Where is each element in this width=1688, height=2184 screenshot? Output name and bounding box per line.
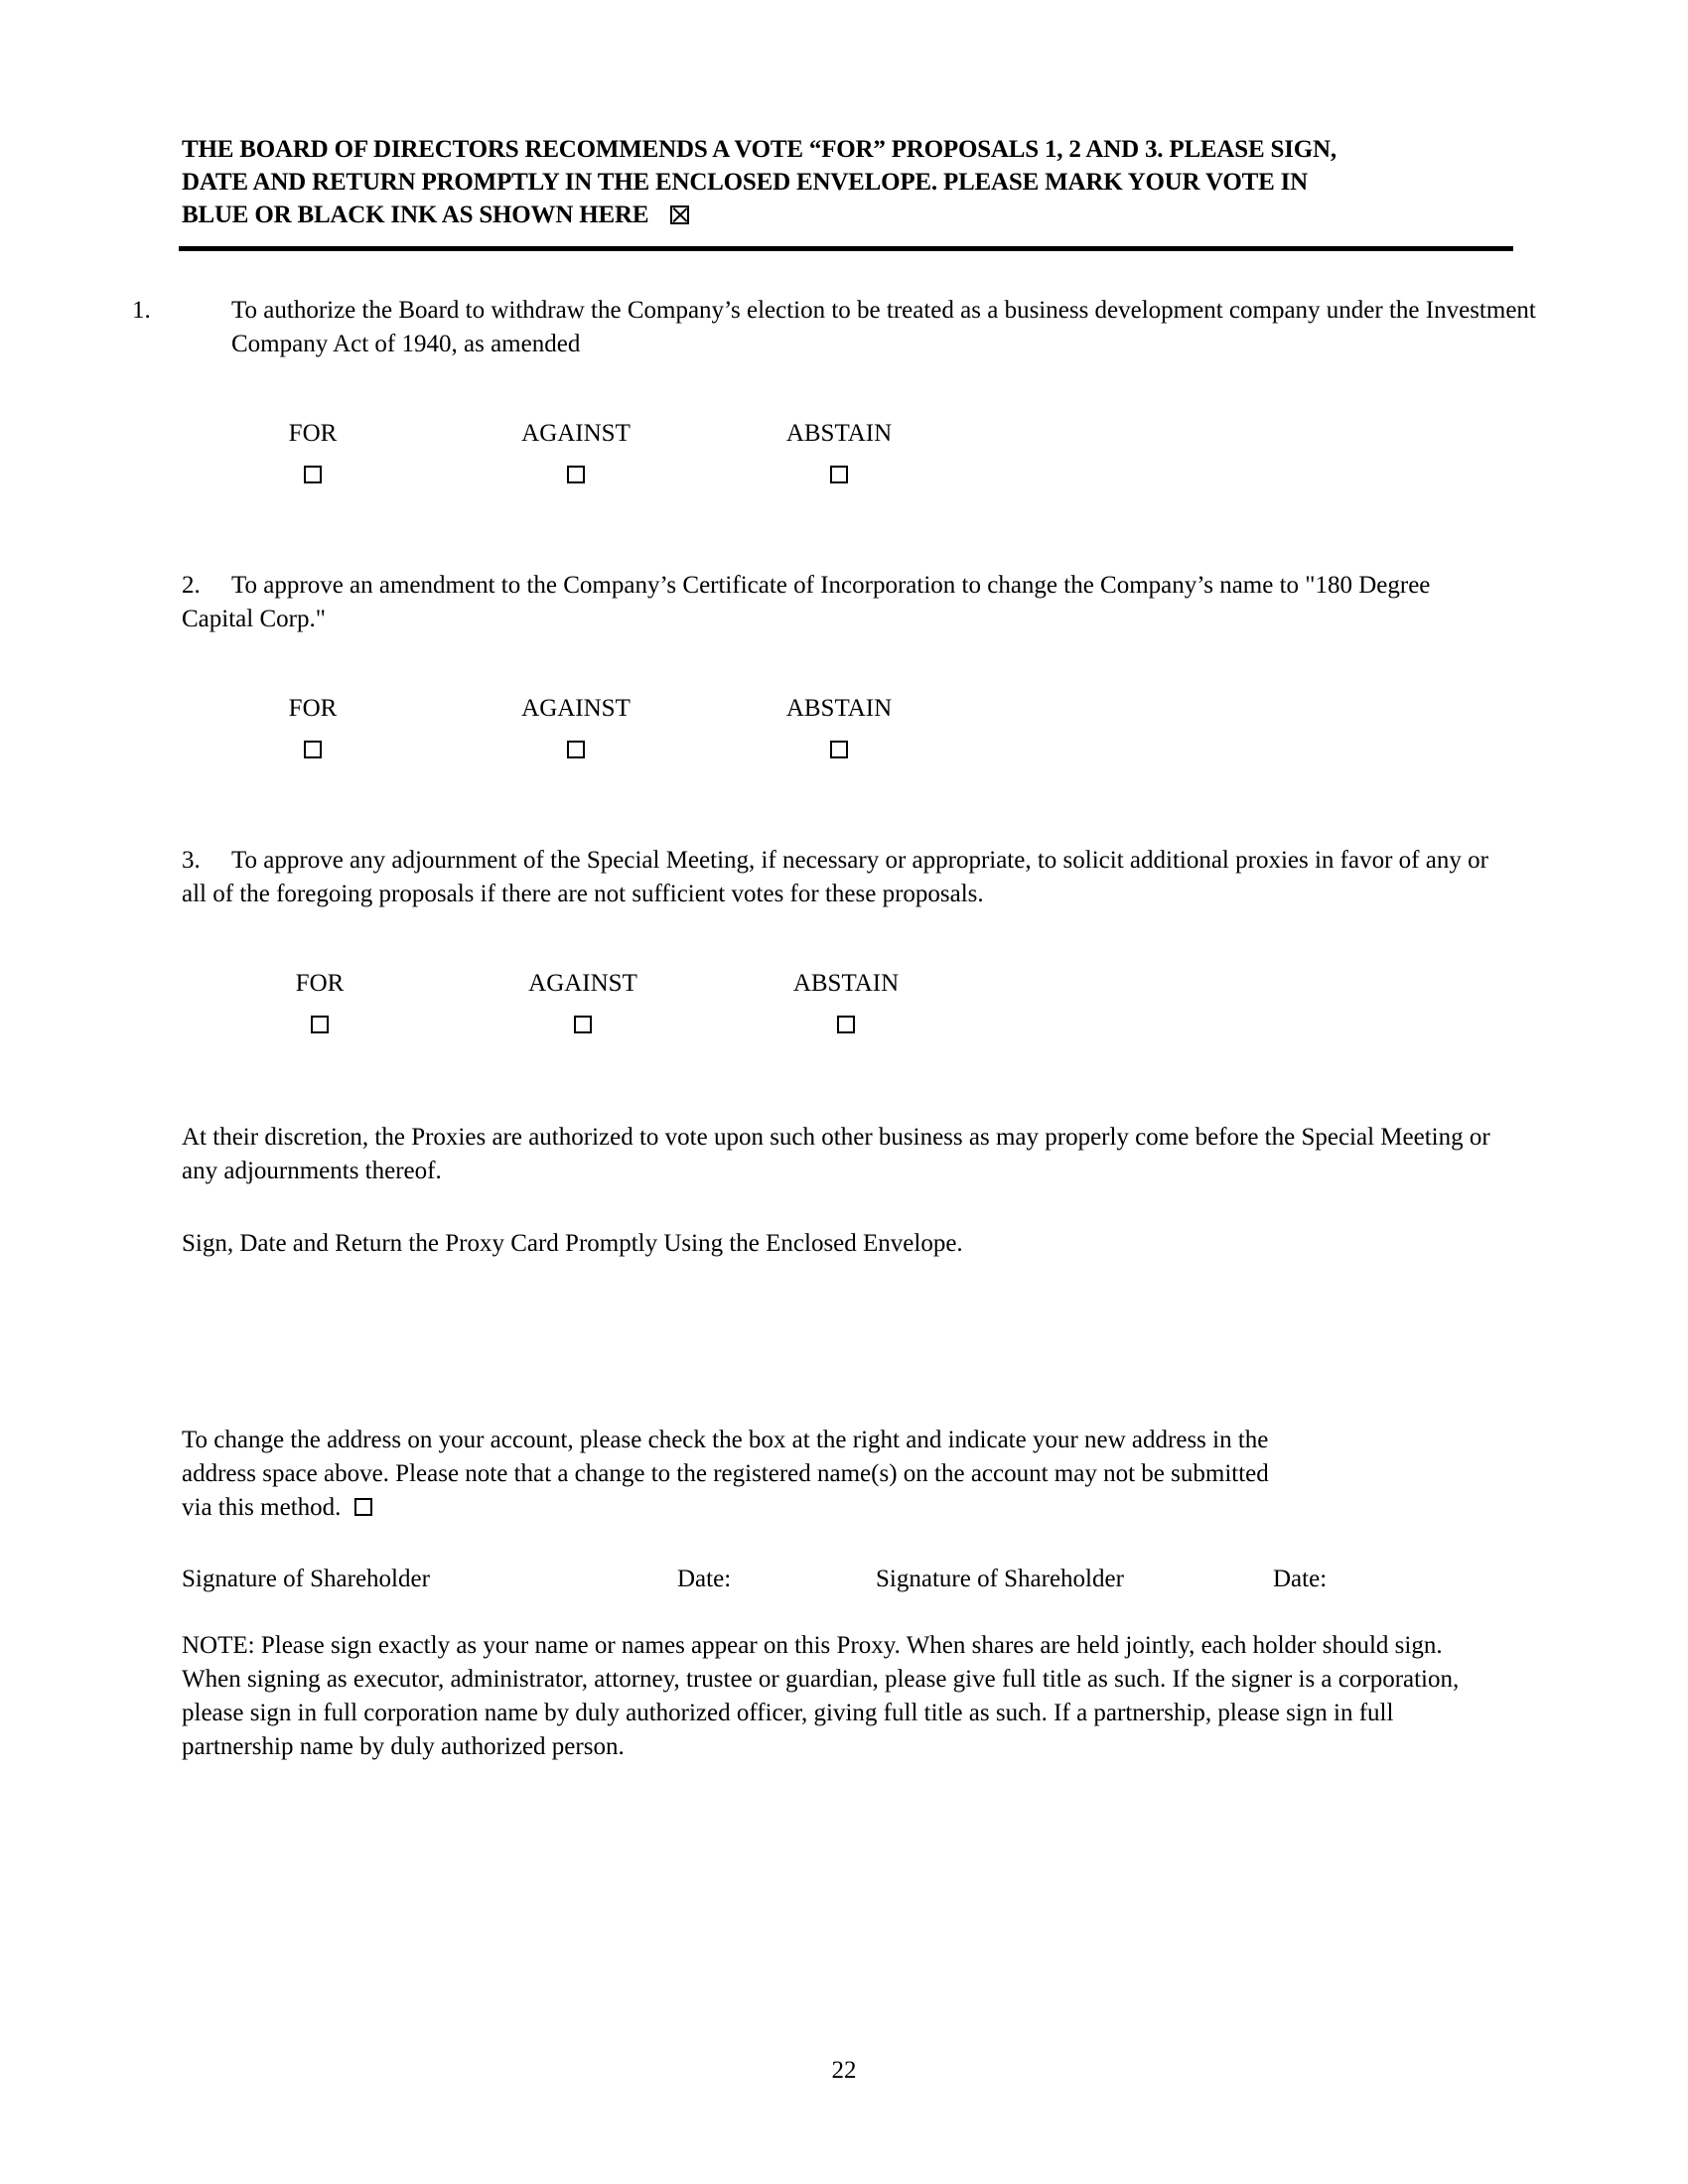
proposal-3-number: 3. <box>182 847 201 874</box>
header-line-3-text: BLUE OR BLACK INK AS SHOWN HERE <box>182 202 649 228</box>
proposal-1-against-checkbox[interactable] <box>567 466 585 483</box>
proposal-2-against-label: AGAINST <box>521 695 631 722</box>
proposal-3-against-label: AGAINST <box>528 970 637 997</box>
proposal-3-abstain-label: ABSTAIN <box>792 970 900 997</box>
discretion-paragraph: At their discretion, the Proxies are authorized to vote upon such other business as may properly come before the Special Meeting or any adjournments thereof. <box>182 1124 1490 1184</box>
proposal-1-for-label: FOR <box>288 420 338 447</box>
proposal-3-text: To approve any adjournment of the Special Meeting, if necessary or appropriate, to solicit additional proxies in favor of any or all of the foregoing proposals if there are not sufficient votes for these proposals. <box>182 847 1488 907</box>
proposal-2-against-checkbox[interactable] <box>567 741 585 758</box>
header-line-1: THE BOARD OF DIRECTORS RECOMMENDS A VOTE “FOR” PROPOSALS 1, 2 AND 3. PLEASE SIGN, <box>182 136 1336 163</box>
proposal-1-text: To authorize the Board to withdraw the Company’s election to be treated as a business development company under the Investment Company Act of 1940, as amended <box>231 297 1536 357</box>
address-change-line-1: To change the address on your account, please check the box at the right and indicate your new address in the <box>182 1427 1269 1453</box>
proposal-3-for-checkbox[interactable] <box>311 1016 329 1033</box>
proposal-1-abstain-checkbox[interactable] <box>830 466 848 483</box>
sign-instruction: Sign, Date and Return the Proxy Card Promptly Using the Enclosed Envelope. <box>182 1230 963 1257</box>
proposal-2-abstain-label: ABSTAIN <box>785 695 893 722</box>
header-divider <box>179 246 1513 251</box>
page-number: 22 <box>831 2057 857 2084</box>
address-change-line-2: address space above. Please note that a change to the registered name(s) on the account may not be submitted <box>182 1460 1269 1487</box>
date-label-1: Date: <box>677 1566 732 1592</box>
signature-label-1: Signature of Shareholder <box>182 1566 430 1592</box>
signing-note: NOTE: Please sign exactly as your name or names appear on this Proxy. When shares are held jointly, each holder should sign. When signing as executor, administrator, attorney, trustee or guardian, please give full title as such. If the signer is a corporation, please sign in full corporation name by duly authorized officer, giving full title as such. If a partnership, please sign in full partnership name by duly authorized person. <box>182 1632 1460 1760</box>
proposal-3-against-checkbox[interactable] <box>574 1016 592 1033</box>
proposal-1-number: 1. <box>132 297 151 324</box>
proposal-2-text: To approve an amendment to the Company’s Certificate of Incorporation to change the Company’s name to "180 Degree Capital Corp." <box>182 572 1431 632</box>
proposal-1-abstain-label: ABSTAIN <box>785 420 893 447</box>
proposal-1-against-label: AGAINST <box>521 420 631 447</box>
proposal-3-abstain-checkbox[interactable] <box>837 1016 855 1033</box>
address-change-checkbox[interactable] <box>354 1498 372 1516</box>
signature-label-2: Signature of Shareholder <box>876 1566 1124 1592</box>
example-checked-box-icon <box>670 205 689 224</box>
header-line-2: DATE AND RETURN PROMPTLY IN THE ENCLOSED ENVELOPE. PLEASE MARK YOUR VOTE IN <box>182 169 1308 196</box>
address-change-line-3-row <box>182 1491 1502 1525</box>
proposal-1 <box>132 294 1552 361</box>
address-change-paragraph <box>182 1424 1502 1525</box>
proposal-2 <box>182 569 1502 636</box>
proposal-2-for-label: FOR <box>288 695 338 722</box>
proposal-3-for-label: FOR <box>295 970 345 997</box>
board-recommendation-header <box>182 133 1512 231</box>
proposal-3 <box>182 844 1502 911</box>
proposal-2-for-checkbox[interactable] <box>304 741 322 758</box>
date-label-2: Date: <box>1273 1566 1328 1592</box>
proposal-2-abstain-checkbox[interactable] <box>830 741 848 758</box>
proposal-1-for-checkbox[interactable] <box>304 466 322 483</box>
proposal-2-number: 2. <box>182 572 201 599</box>
header-line-3 <box>182 199 1512 231</box>
address-change-line-3: via this method. <box>182 1494 342 1521</box>
